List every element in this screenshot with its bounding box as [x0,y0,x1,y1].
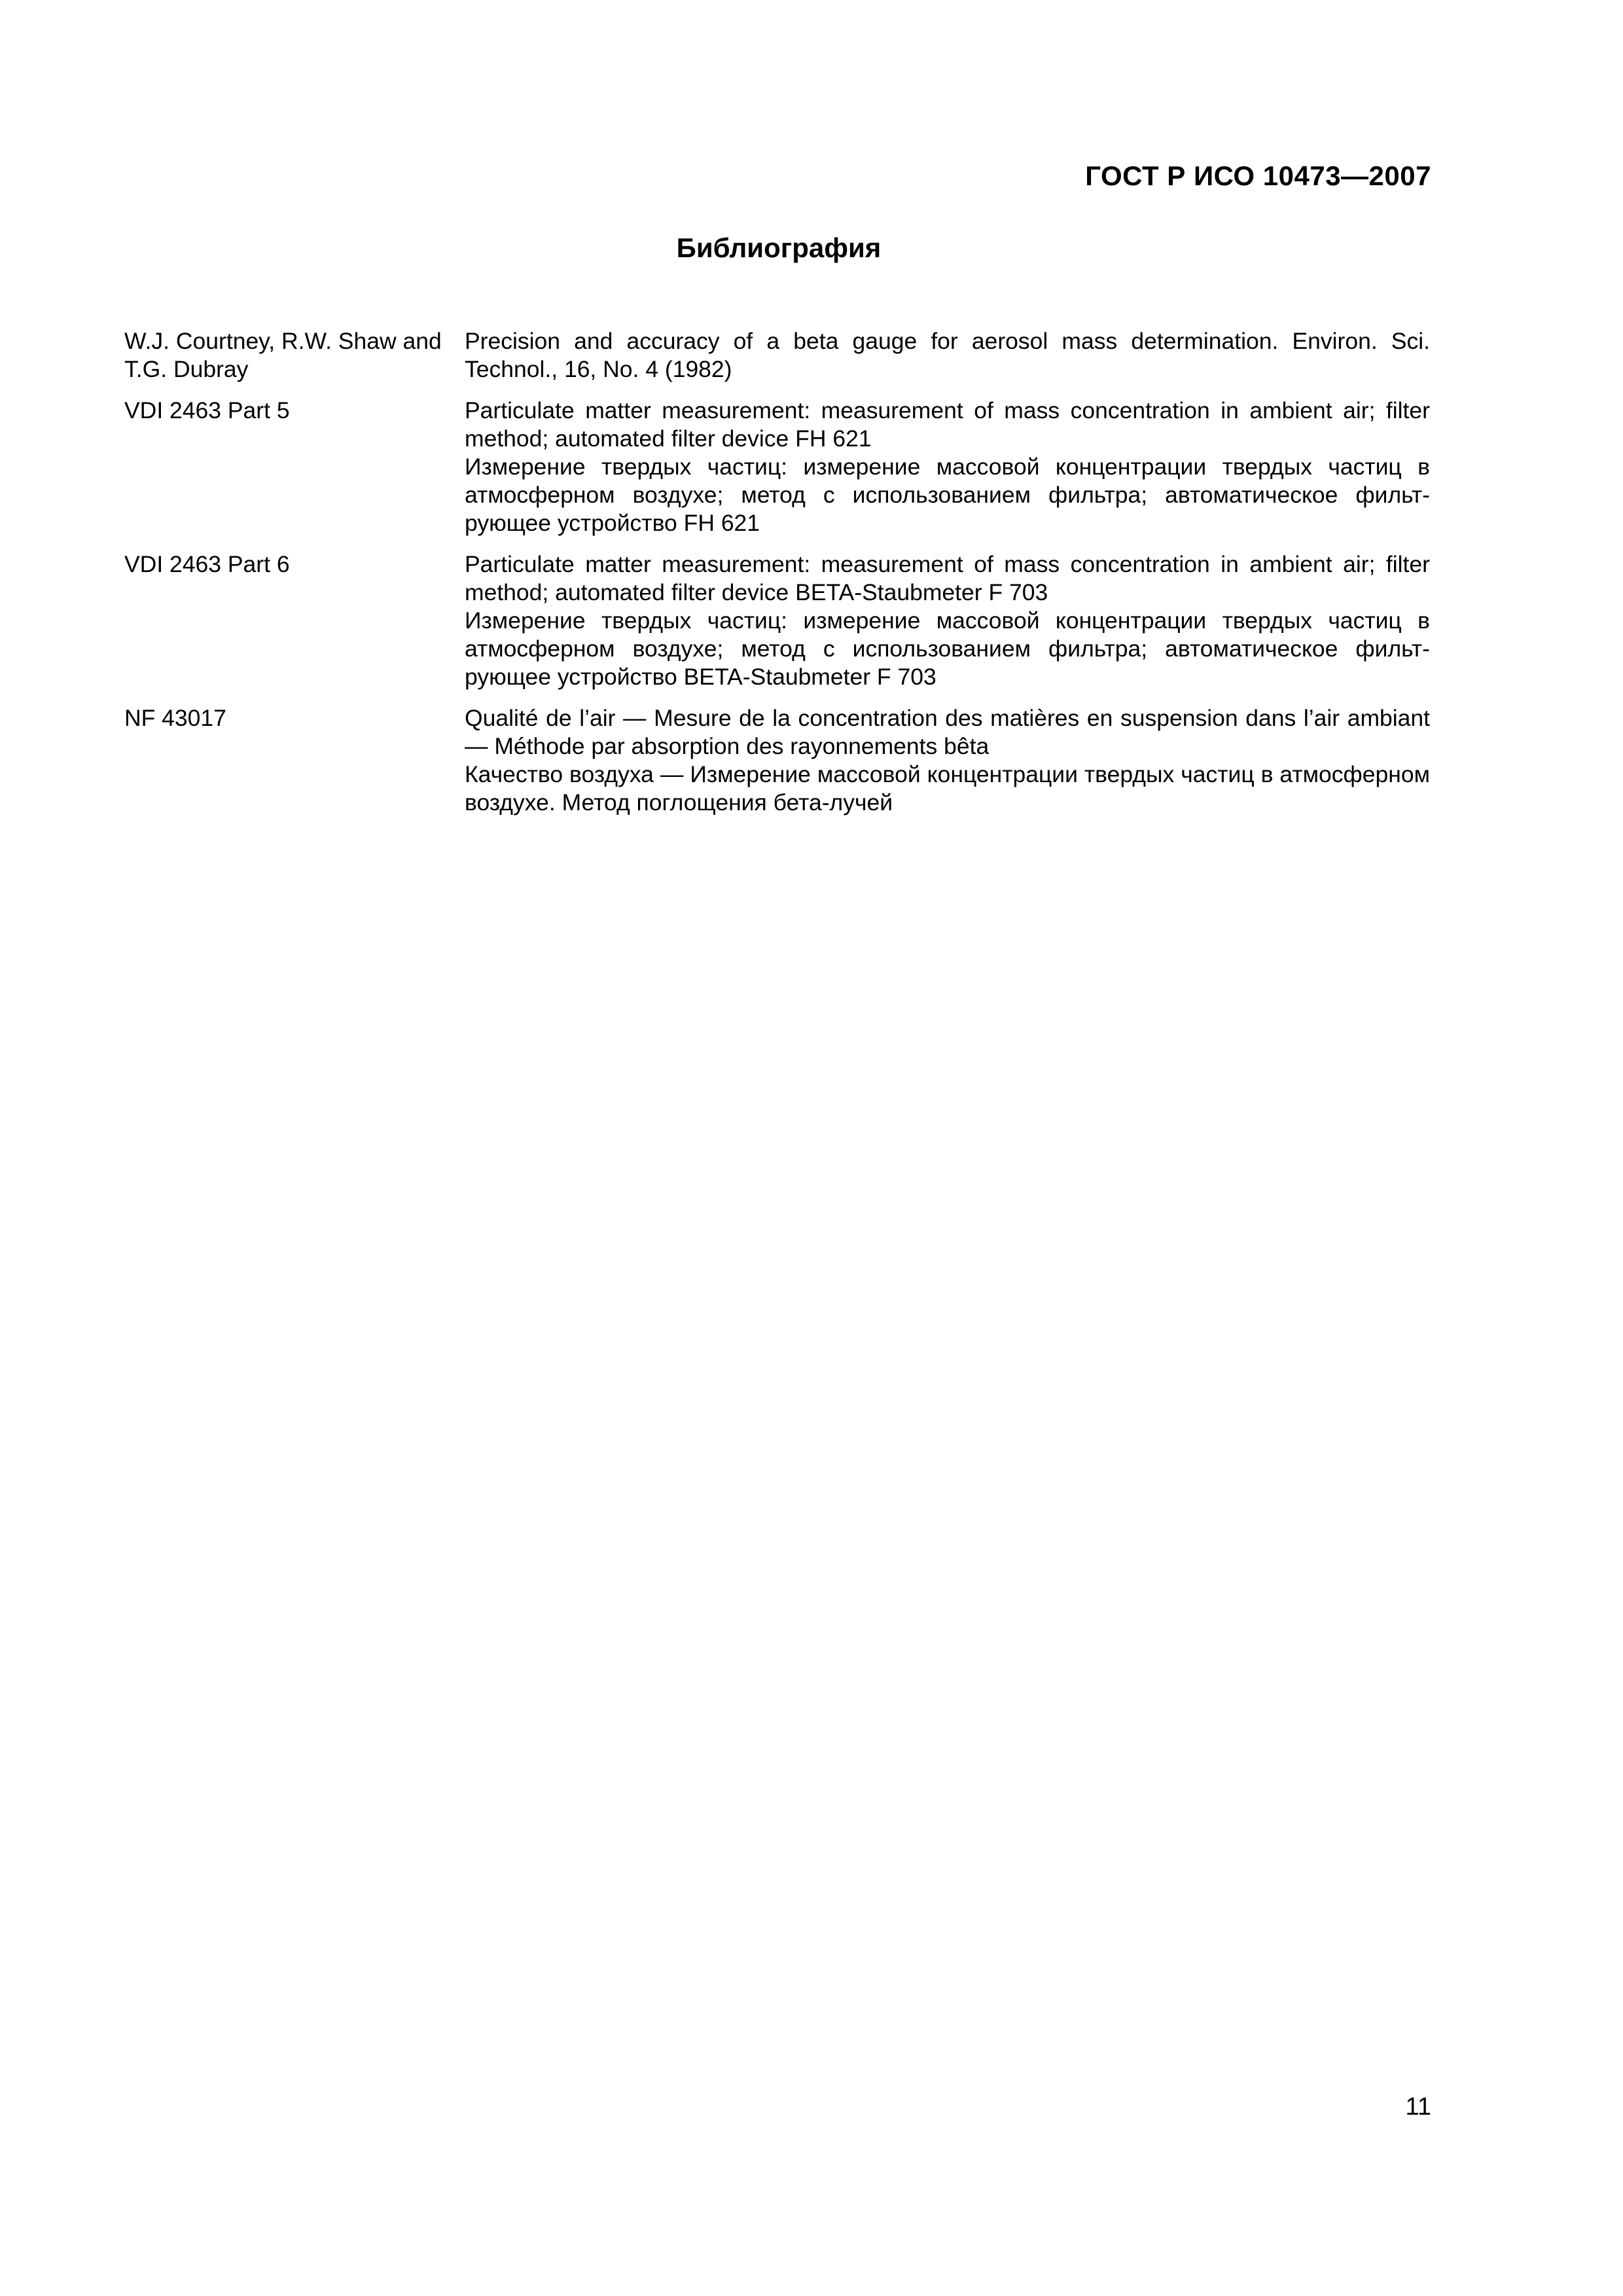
entry-reference: VDI 2463 Part 5 [124,397,290,423]
entry-description [465,327,1430,384]
bibliography-list [124,327,1430,830]
entry-description-line: Измерение твердых частиц: измерение массовой концентрации твердых частиц в атмосферном воздухе; метод с использованием фильтра; автоматическое фильт-рующее устройство FH 621 [465,454,1430,536]
bibliography-entry [124,704,1430,817]
page-number: 11 [1405,2093,1431,2121]
entry-description-line: Qualité de l’air — Mesure de la concentration des matières en suspension dans l’air ambiant — Méthode par absorption des rayonnements bêta [465,705,1430,759]
entry-description [465,550,1430,691]
bibliography-entry [124,327,1430,384]
bibliography-entry [124,397,1430,537]
bibliography-entry [124,550,1430,691]
entry-description-line: Измерение твердых частиц: измерение массовой концентрации твердых частиц в атмосферном воздухе; метод с использованием фильтра; автоматическое фильт-рующее устройство BETA-Staubmeter F 703 [465,607,1430,690]
entry-description [465,397,1430,537]
section-title: Библиография [676,232,882,263]
document-code: ГОСТ Р ИСО 10473—2007 [1085,160,1431,191]
entry-reference: W.J. Courtney, R.W. Shaw and T.G. Dubray [124,328,442,382]
entry-description-line: Particulate matter measurement: measurement of mass concentration in ambient air; filter method; automated filter device BETA-Staubmeter F 703 [465,551,1430,605]
entry-description-line: Precision and accuracy of a beta gauge for aerosol mass determination. Environ. Sci. Technol., 16, No. 4 (1982) [465,328,1430,382]
entry-description-line: Качество воздуха — Измерение массовой концентрации твердых частиц в атмосферном воздухе. Метод поглощения бета-лучей [465,761,1430,816]
entry-reference: NF 43017 [124,705,226,731]
entry-description [465,704,1430,817]
entry-reference: VDI 2463 Part 6 [124,551,290,577]
entry-description-line: Particulate matter measurement: measurement of mass concentration in ambient air; filter method; automated filter device FH 621 [465,397,1430,452]
